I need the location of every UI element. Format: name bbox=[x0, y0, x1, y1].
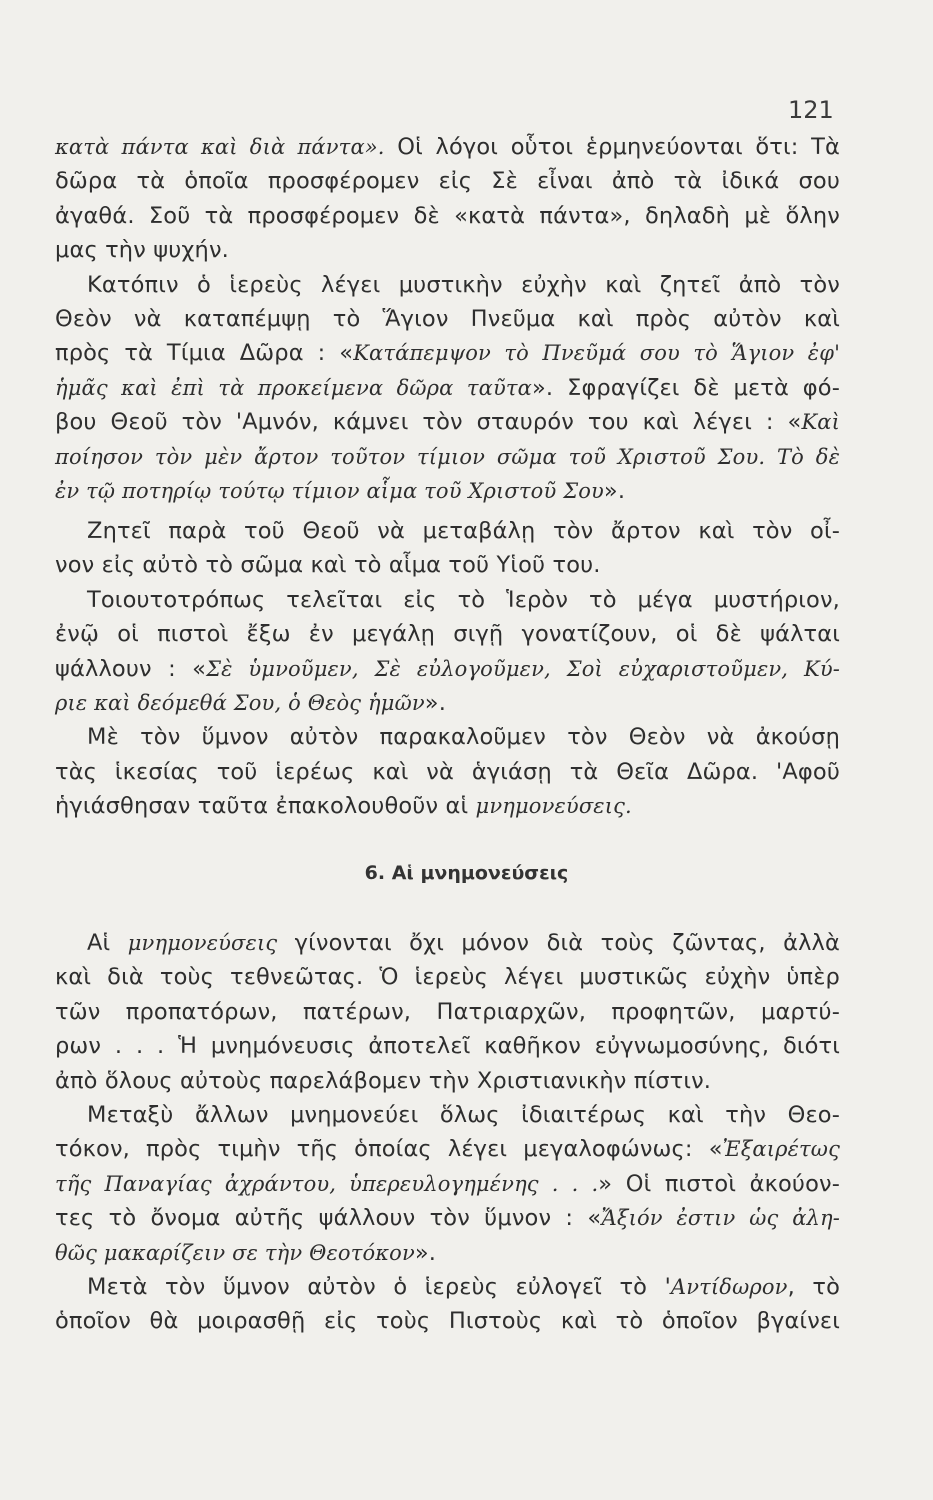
text-line bbox=[55, 130, 840, 164]
text-line bbox=[55, 926, 840, 960]
text-line: ἀπὸ ὅλους αὐτοὺς παρελάβομεν τὴν Χριστιανικὴν πίστιν. bbox=[55, 1067, 712, 1094]
text-segment: , τὸ bbox=[787, 1273, 840, 1300]
text-line: δῶρα τὰ ὁποῖα προσφέρομεν εἰς Σὲ εἶναι ἀπὸ τὰ ἰδικά σου bbox=[55, 168, 840, 195]
text-line: ἐνῷ οἱ πιστοὶ ἔξω ἐν μεγάλῃ σιγῇ γονατίζουν, οἱ δὲ ψάλται bbox=[55, 621, 840, 648]
text-line bbox=[55, 405, 840, 439]
text-line bbox=[55, 1167, 840, 1201]
text-segment: ». bbox=[603, 477, 626, 504]
text-line: Ζητεῖ παρὰ τοῦ Θεοῦ νὰ μεταβάλῃ τὸν ἄρτον καὶ τὸν οἶ- bbox=[87, 518, 840, 544]
text-line: μας τὴν ψυχήν. bbox=[55, 237, 229, 264]
text-line: Θεὸν νὰ καταπέμψῃ τὸ Ἅγιον Πνεῦμα καὶ πρὸς αὐτὸν καὶ bbox=[55, 305, 840, 332]
italic-quote: τῆς Παναγίας ἀχράντου, ὑπερευλογημένης . . . bbox=[55, 1171, 599, 1196]
text-line bbox=[55, 1201, 840, 1235]
text-line: τὰς ἱκεσίας τοῦ ἱερέως καὶ νὰ ἁγιάσῃ τὰ Θεῖα Δῶρα. 'Αφοῦ bbox=[55, 758, 840, 785]
text-segment: Οἱ λόγοι οὗτοι ἑρμηνεύονται ὅτι: Τὰ bbox=[384, 134, 840, 160]
italic-term: μνημονεύσεις bbox=[127, 931, 278, 955]
page-number: 121 bbox=[788, 96, 834, 124]
text-line bbox=[55, 652, 840, 686]
text-line bbox=[55, 336, 840, 370]
text-segment: » Οἱ πιστοὶ ἀκούον- bbox=[598, 1170, 840, 1197]
italic-quote: ἡμᾶς καὶ ἐπὶ τὰ προκείμενα δῶρα ταῦτα bbox=[55, 375, 532, 400]
text-line: Κατόπιν ὁ ἱερεὺς λέγει μυστικὴν εὐχὴν καὶ ζητεῖ ἀπὸ τὸν bbox=[87, 271, 840, 298]
italic-term: Αντίδωρον bbox=[670, 1274, 788, 1299]
text-segment: γίνονται ὄχι μόνον διὰ τοὺς ζῶντας, ἀλλὰ bbox=[277, 930, 841, 956]
text-segment: ἡγιάσθησαν ταῦτα ἐπακολουθοῦν αἱ bbox=[55, 793, 476, 820]
italic-quote: ποίησον τὸν μὲν ἄρτον τοῦτον τίμιον σῶμα τοῦ Χριστοῦ Σου. Τὸ δὲ bbox=[55, 444, 840, 469]
text-segment: βου Θεοῦ τὸν 'Αμνόν, κάμνει τὸν σταυρόν του καὶ λέγει : « bbox=[55, 409, 802, 436]
text-line bbox=[55, 440, 840, 474]
italic-quote: Σὲ ὑμνοῦμεν, Σὲ εὐλογοῦμεν, Σοὶ εὐχαριστοῦμεν, Κύ- bbox=[206, 656, 840, 681]
text-line bbox=[55, 371, 840, 405]
text-line: Τοιουτοτρόπως τελεῖται εἰς τὸ Ἱερὸν τὸ μέγα μυστήριον, bbox=[87, 586, 840, 613]
italic-quote: Καὶ bbox=[801, 410, 840, 435]
text-segment: πρὸς τὰ Τίμια Δῶρα : « bbox=[55, 340, 354, 367]
text-line: νον εἰς αὐτὸ τὸ σῶμα καὶ τὸ αἷμα τοῦ Υἱοῦ του. bbox=[55, 552, 601, 579]
text-block-3 bbox=[55, 926, 840, 1339]
text-line: Μὲ τὸν ὕμνον αὐτὸν παρακαλοῦμεν τὸν Θεὸν νὰ ἀκούσῃ bbox=[87, 724, 840, 751]
text-segment: Μετὰ τὸν ὕμνον αὐτὸν ὁ ἱερεὺς εὐλογεῖ τὸ ' bbox=[87, 1273, 671, 1300]
text-segment: ». Σφραγίζει δὲ μετὰ φό- bbox=[532, 374, 840, 401]
italic-quote: ἐν τῷ ποτηρίῳ τούτῳ τίμιον αἷμα τοῦ Χριστοῦ Σου bbox=[55, 478, 604, 503]
text-segment: ». bbox=[414, 1239, 437, 1266]
italic-quote: κατὰ πάντα καὶ διὰ πάντα». bbox=[55, 135, 385, 159]
text-segment: ». bbox=[424, 689, 446, 716]
text-segment: Αἱ bbox=[87, 930, 128, 956]
text-line bbox=[55, 1270, 840, 1304]
text-line bbox=[55, 686, 840, 720]
text-segment: τες τὸ ὄνομα αὐτῆς ψάλλουν τὸν ὕμνον : « bbox=[55, 1205, 602, 1232]
italic-quote: Ἄξιόν ἐστιν ὡς ἀλη- bbox=[601, 1206, 840, 1231]
text-block-2 bbox=[55, 514, 840, 824]
text-line: τῶν προπατόρων, πατέρων, Πατριαρχῶν, προφητῶν, μαρτύ- bbox=[55, 998, 840, 1025]
text-segment: τόκον, πρὸς τιμὴν τῆς ὁποίας λέγει μεγαλοφώνως: « bbox=[55, 1136, 723, 1163]
text-line: ρων . . . Ἡ μνημόνευσις ἀποτελεῖ καθῆκον εὐγνωμοσύνης, διότι bbox=[55, 1033, 840, 1060]
italic-quote: ριε καὶ δεόμεθά Σου, ὁ Θεὸς ἡμῶν bbox=[55, 690, 425, 715]
text-line: ἀγαθά. Σοῦ τὰ προσφέρομεν δὲ «κατὰ πάντα», δηλαδὴ μὲ ὅλην bbox=[55, 202, 840, 229]
text-block-1 bbox=[55, 130, 840, 508]
text-line: ὁποῖον θὰ μοιρασθῇ εἰς τοὺς Πιστοὺς καὶ τὸ ὁποῖον βγαίνει bbox=[55, 1308, 840, 1335]
text-segment: ψάλλουν : « bbox=[55, 655, 207, 682]
text-line bbox=[55, 474, 840, 508]
text-line bbox=[55, 789, 840, 823]
italic-term: μνημονεύσεις. bbox=[475, 794, 632, 819]
text-line bbox=[55, 1236, 840, 1270]
section-heading: 6. Αἱ μνημονεύσεις bbox=[364, 862, 569, 884]
text-line: Μεταξὺ ἄλλων μνημονεύει ὅλως ἰδιαιτέρως καὶ τὴν Θεο- bbox=[87, 1101, 840, 1128]
italic-quote: Ἐξαιρέτως bbox=[722, 1137, 840, 1162]
text-line bbox=[55, 1132, 840, 1166]
italic-quote: θῶς μακαρίζειν σε τὴν Θεοτόκον bbox=[55, 1240, 415, 1265]
text-line: καὶ διὰ τοὺς τεθνεῶτας. Ὁ ἱερεὺς λέγει μυστικῶς εὐχὴν ὑπὲρ bbox=[55, 964, 840, 991]
italic-quote: Κατάπεμψον τὸ Πνεῦμά σου τὸ Ἅγιον ἐφ' bbox=[353, 341, 840, 366]
